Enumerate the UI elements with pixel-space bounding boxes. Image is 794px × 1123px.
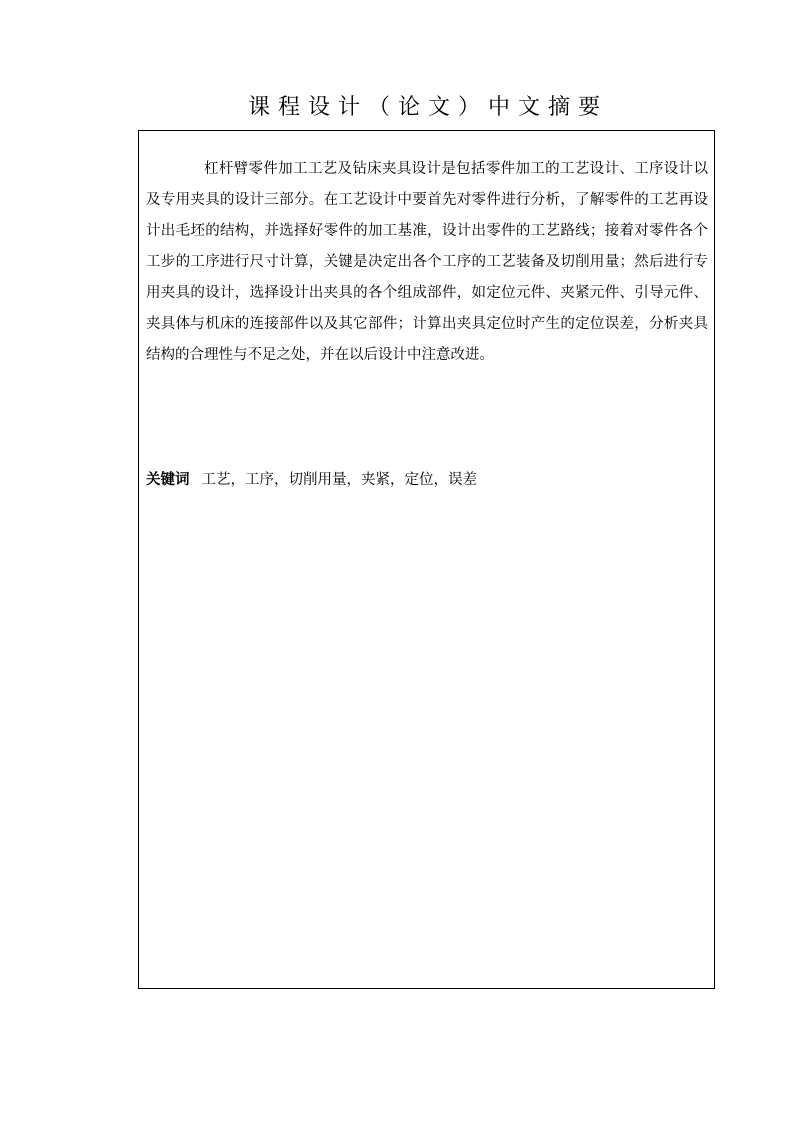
abstract-text: 杠杆臂零件加工工艺及钻床夹具设计是包括零件加工的工艺设计、工序设计以及专用夹具的设计三部分。在工艺设计中要首先对零件进行分析，了解零件的工艺再设计出毛坯的结构，并选择好零件的加工基准，设计出零件的工艺路线；接着对零件各个工步的工序进行尺寸计算，关键是决定出各个工序的工艺装备及切削用量；然后进行专用夹具的设计，选择设计出夹具的各个组成部件，如定位元件、夹紧元件、引导元件、夹具体与机床的连接部件以及其它部件；计算出夹具定位时产生的定位误差，分析夹具结构的合理性与不足之处，并在以后设计中注意改进。 bbox=[146, 161, 708, 363]
page-title: 课程设计（论文）中文摘要 bbox=[247, 95, 608, 120]
keywords-value: 工艺，工序，切削用量，夹紧，定位，误差 bbox=[201, 472, 477, 488]
keywords-label: 关键词 bbox=[146, 472, 190, 488]
keywords-line bbox=[146, 466, 706, 494]
